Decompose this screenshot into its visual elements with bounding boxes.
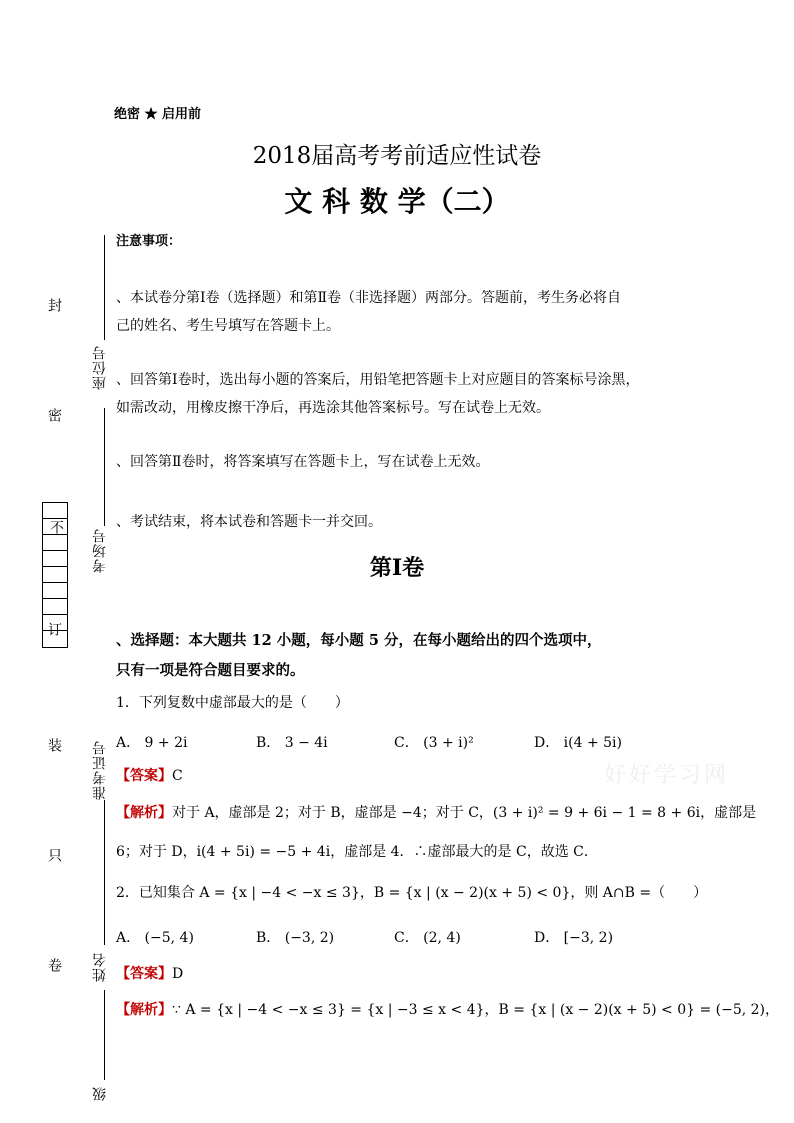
q1-option-b: B． 3 − 4i [256,735,328,751]
notice-item-1-cont: 己的姓名、考生号填写在答题卡上。 [116,318,340,334]
q1-answer-value: C [172,768,183,784]
q1-analysis-line-2: 6；对于 D，i(4 + 5i) = −5 + 4i，虚部是 4．∴虚部最大的是 C，故选 C． [116,844,598,860]
confidential-label: 绝密 ★ 启用前 [114,107,202,122]
binding-line-2 [104,408,105,526]
name-label: 姓名 [92,952,108,982]
instructions-line-1: 、选择题：本大题共 12 小题，每小题 5 分，在每小题给出的四个选项中， [116,632,602,649]
class-label: 级 [92,1086,108,1101]
seal-char-bu: 不 [48,520,64,534]
q1-option-c: C． (3 + i)² [394,735,474,751]
notice-item-2-cont: 如需改动，用橡皮擦干净后，再选涂其他答案标号。写在试卷上无效。 [116,400,550,416]
q2-analysis-tag: 【解析】 [116,1002,172,1018]
admission-number-label: 准考证号 [92,740,108,800]
q1-stem: 1．下列复数中虚部最大的是（ ） [116,695,349,711]
seal-char-feng: 封 [46,298,62,312]
q1-option-d: D． i(4 + 5i) [534,735,622,751]
q2-answer [116,964,183,984]
subject-title: 文 科 数 学（二） [284,185,510,218]
q2-analysis-text: ∵ A = {x | −4 < −x ≤ 3} = {x | −3 ≤ x < 4}，B = {x | (x − 2)(x + 5) < 0} = (−5, 2)， [172,1002,780,1018]
q2-answer-tag: 【答案】 [116,966,172,982]
q1-answer-tag: 【答案】 [116,768,172,784]
q1-analysis-text-1: 对于 A，虚部是 2；对于 B，虚部是 −4；对于 C，(3 + i)² = 9 + 6i − 1 = 8 + 6i，虚部是 [172,805,757,821]
seal-char-zhuang: 装 [46,738,62,752]
seal-char-mi: 密 [46,408,62,422]
binding-line-3 [104,800,105,945]
notice-item-2: 、回答第Ⅰ卷时，选出每小题的答案后，用铅笔把答题卡上对应题目的答案标号涂黑， [116,372,640,388]
q2-option-b: B． (−3, 2) [256,930,335,946]
q2-option-d: D． [−3, 2) [534,930,614,946]
exam-title: 2018届高考考前适应性试卷 [252,143,542,169]
seal-char-zhi: 只 [46,848,62,862]
notice-heading: 注意事项： [116,234,182,249]
seal-char-ding: 订 [46,622,62,636]
watermark: 好好学习网 [604,763,730,788]
q1-analysis-tag: 【解析】 [116,805,172,821]
q1-option-a: A． 9 + 2i [116,735,188,751]
q1-analysis-line-1 [116,803,756,823]
q2-answer-value: D [172,966,184,982]
seat-number-label: 座位号 [92,345,108,390]
binding-line-4 [104,990,105,1080]
q2-analysis-line-1 [116,1000,779,1020]
section-title: 第Ⅰ卷 [369,555,425,581]
exam-room-label: 考场号 [92,528,108,573]
q2-option-c: C． (2, 4) [394,930,461,946]
notice-item-1: 、本试卷分第Ⅰ卷（选择题）和第Ⅱ卷（非选择题）两部分。答题前，考生务必将自 [116,290,622,306]
q2-stem: 2．已知集合 A = {x | −4 < −x ≤ 3}，B = {x | (x − 2)(x + 5) < 0}，则 A∩B =（ ） [116,885,708,901]
notice-item-3: 、回答第Ⅱ卷时，将答案填写在答题卡上，写在试卷上无效。 [116,454,490,470]
q1-answer [116,766,183,786]
q2-option-a: A． (−5, 4) [116,930,194,946]
binding-line-1 [104,235,105,340]
seal-char-juan: 卷 [46,958,62,972]
notice-item-4: 、考试结束，将本试卷和答题卡一并交回。 [116,514,382,530]
instructions-line-2: 只有一项是符合题目要求的。 [116,662,305,679]
